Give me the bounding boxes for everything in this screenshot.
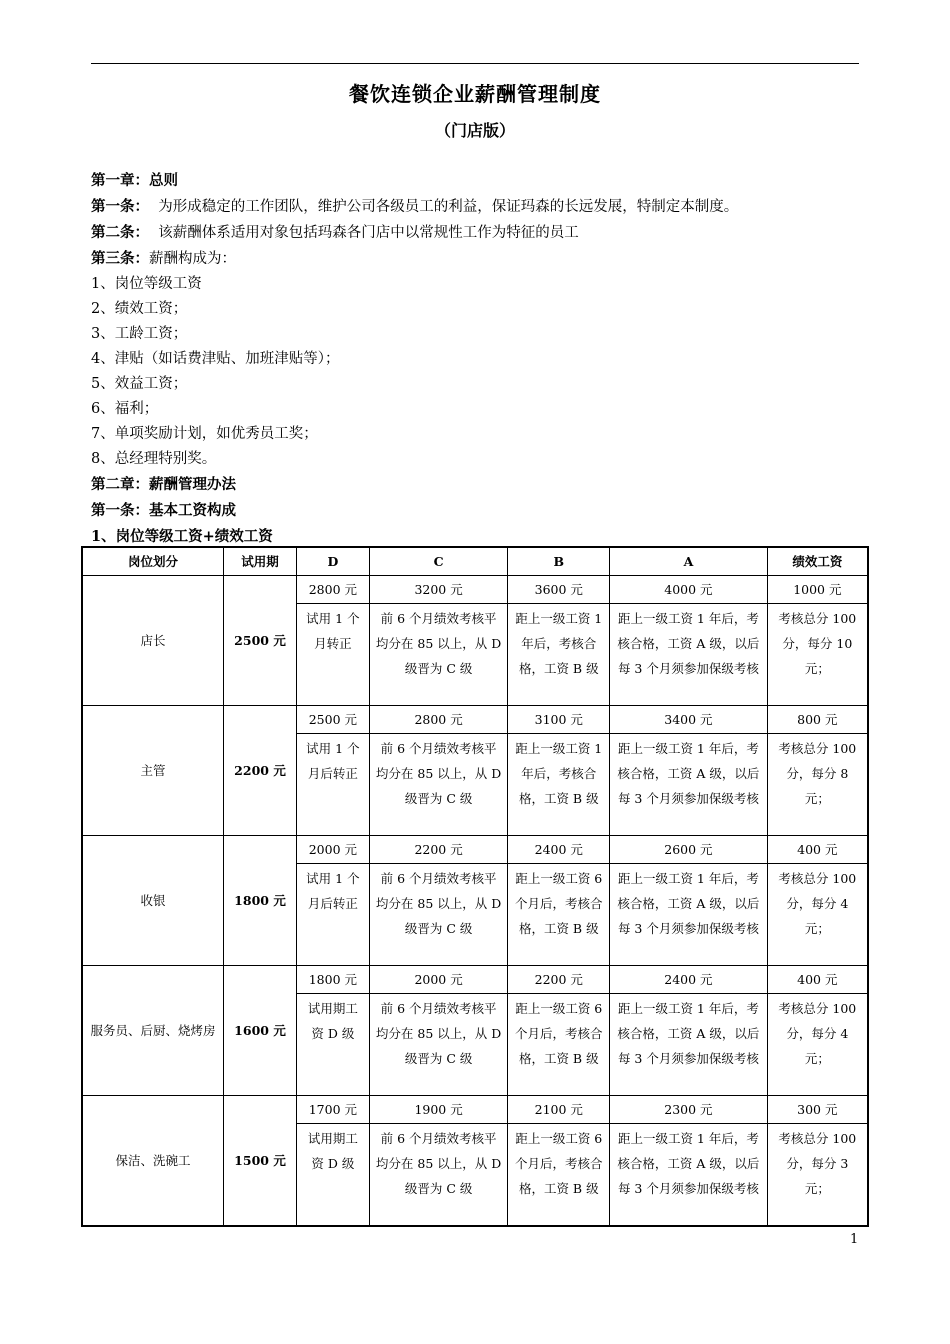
column-header: B: [508, 547, 610, 576]
table-row: [82, 966, 868, 994]
table-header-row: [82, 547, 868, 576]
table-row: [82, 1096, 868, 1124]
line-label: 第二章：薪酬管理办法: [91, 476, 236, 493]
line-text: 4、津贴（如话费津贴、加班津贴等）；: [91, 351, 340, 367]
line-label: 第一条：: [91, 198, 149, 215]
probation-salary-cell: 2200 元: [224, 706, 297, 836]
grade-d-rule: 试用 1 个月后转正: [296, 734, 369, 836]
salary-table: [81, 546, 869, 1227]
grade-b-rule: 距上一级工资 6 个月后，考核合格，工资 B 级: [508, 1124, 610, 1227]
line-text: 7、单项奖励计划，如优秀员工奖；: [91, 426, 318, 442]
grade-c-rule: 前 6 个月绩效考核平均分在 85 以上，从 D 级晋为 C 级: [369, 994, 508, 1096]
header-rule: [91, 63, 859, 64]
line-text: 5、效益工资；: [91, 376, 188, 392]
line-text: 8、总经理特别奖。: [91, 451, 217, 467]
body-line: [91, 347, 871, 372]
column-header: C: [369, 547, 508, 576]
document-body: [91, 168, 871, 550]
grade-d-salary: 2000 元: [296, 836, 369, 864]
grade-c-rule: 前 6 个月绩效考核平均分在 85 以上，从 D 级晋为 C 级: [369, 864, 508, 966]
line-text: 2、绩效工资；: [91, 301, 188, 317]
grade-c-salary: 2200 元: [369, 836, 508, 864]
probation-salary-cell: 1800 元: [224, 836, 297, 966]
probation-salary-cell: 2500 元: [224, 576, 297, 706]
position-cell: 店长: [82, 576, 224, 706]
body-line: [91, 397, 871, 422]
column-header: 岗位划分: [82, 547, 224, 576]
grade-d-salary: 1800 元: [296, 966, 369, 994]
grade-a-rule: 距上一级工资 1 年后，考核合格，工资 A 级，以后每 3 个月须参加保级考核: [610, 604, 768, 706]
body-line: [91, 472, 871, 498]
grade-b-salary: 2200 元: [508, 966, 610, 994]
line-text: 3、工龄工资；: [91, 326, 188, 342]
body-line: [91, 168, 871, 194]
grade-a-rule: 距上一级工资 1 年后，考核合格，工资 A 级，以后每 3 个月须参加保级考核: [610, 864, 768, 966]
grade-b-rule: 距上一级工资 1 年后，考核合格，工资 B 级: [508, 604, 610, 706]
line-label: 第一条：基本工资构成: [91, 502, 236, 519]
body-line: [91, 272, 871, 297]
position-cell: 保洁、洗碗工: [82, 1096, 224, 1227]
grade-b-salary: 2400 元: [508, 836, 610, 864]
performance-rule: 考核总分 100 分，每分 4 元；: [767, 864, 868, 966]
body-line: [91, 422, 871, 447]
grade-d-salary: 2800 元: [296, 576, 369, 604]
performance-rule: 考核总分 100 分，每分 8 元；: [767, 734, 868, 836]
line-label: 第二条：: [91, 224, 149, 241]
grade-c-rule: 前 6 个月绩效考核平均分在 85 以上，从 D 级晋为 C 级: [369, 734, 508, 836]
grade-c-salary: 2800 元: [369, 706, 508, 734]
column-header: 绩效工资: [767, 547, 868, 576]
grade-c-salary: 1900 元: [369, 1096, 508, 1124]
line-label: 第一章：总则: [91, 172, 178, 189]
grade-c-rule: 前 6 个月绩效考核平均分在 85 以上，从 D 级晋为 C 级: [369, 1124, 508, 1227]
position-cell: 服务员、后厨、烧烤房: [82, 966, 224, 1096]
document-subtitle: （门店版）: [434, 121, 515, 140]
body-line: [91, 372, 871, 397]
grade-b-salary: 3600 元: [508, 576, 610, 604]
page-number: 1: [850, 1232, 859, 1247]
body-line: [91, 194, 871, 220]
grade-a-rule: 距上一级工资 1 年后，考核合格，工资 A 级，以后每 3 个月须参加保级考核: [610, 994, 768, 1096]
grade-a-salary: 2600 元: [610, 836, 768, 864]
column-header: 试用期: [224, 547, 297, 576]
grade-b-rule: 距上一级工资 1 年后，考核合格，工资 B 级: [508, 734, 610, 836]
grade-c-salary: 3200 元: [369, 576, 508, 604]
table-row: [82, 576, 868, 604]
grade-d-salary: 2500 元: [296, 706, 369, 734]
line-text: 该薪酬体系适用对象包括玛森各门店中以常规性工作为特征的员工: [149, 225, 579, 241]
performance-salary: 400 元: [767, 966, 868, 994]
line-label: 1、岗位等级工资+绩效工资: [91, 528, 273, 545]
table-row: [82, 836, 868, 864]
grade-b-rule: 距上一级工资 6 个月后，考核合格，工资 B 级: [508, 864, 610, 966]
grade-a-salary: 2400 元: [610, 966, 768, 994]
performance-salary: 300 元: [767, 1096, 868, 1124]
probation-salary-cell: 1500 元: [224, 1096, 297, 1227]
body-line: [91, 246, 871, 272]
grade-d-rule: 试用 1 个月转正: [296, 604, 369, 706]
grade-a-salary: 2300 元: [610, 1096, 768, 1124]
grade-d-rule: 试用期工资 D 级: [296, 994, 369, 1096]
line-text: 薪酬构成为：: [149, 251, 236, 267]
position-cell: 主管: [82, 706, 224, 836]
line-text: 为形成稳定的工作团队，维护公司各级员工的利益，保证玛森的长远发展，特制定本制度。: [149, 199, 739, 215]
column-header: A: [610, 547, 768, 576]
column-header: D: [296, 547, 369, 576]
body-line: [91, 220, 871, 246]
grade-a-salary: 3400 元: [610, 706, 768, 734]
grade-d-rule: 试用 1 个月后转正: [296, 864, 369, 966]
grade-a-rule: 距上一级工资 1 年后，考核合格，工资 A 级，以后每 3 个月须参加保级考核: [610, 734, 768, 836]
grade-a-rule: 距上一级工资 1 年后，考核合格，工资 A 级，以后每 3 个月须参加保级考核: [610, 1124, 768, 1227]
grade-c-salary: 2000 元: [369, 966, 508, 994]
performance-salary: 400 元: [767, 836, 868, 864]
position-cell: 收银: [82, 836, 224, 966]
performance-rule: 考核总分 100 分，每分 10 元；: [767, 604, 868, 706]
document-title: 餐饮连锁企业薪酬管理制度: [349, 82, 601, 106]
grade-a-salary: 4000 元: [610, 576, 768, 604]
grade-b-salary: 2100 元: [508, 1096, 610, 1124]
line-text: 1、岗位等级工资: [91, 276, 202, 292]
performance-rule: 考核总分 100 分，每分 3 元；: [767, 1124, 868, 1227]
grade-b-rule: 距上一级工资 6 个月后，考核合格，工资 B 级: [508, 994, 610, 1096]
line-text: 6、福利；: [91, 401, 159, 417]
body-line: [91, 297, 871, 322]
body-line: [91, 447, 871, 472]
performance-salary: 800 元: [767, 706, 868, 734]
grade-b-salary: 3100 元: [508, 706, 610, 734]
line-label: 第三条：: [91, 250, 149, 267]
performance-salary: 1000 元: [767, 576, 868, 604]
body-line: [91, 322, 871, 347]
performance-rule: 考核总分 100 分，每分 4 元；: [767, 994, 868, 1096]
probation-salary-cell: 1600 元: [224, 966, 297, 1096]
body-line: [91, 498, 871, 524]
table-row: [82, 706, 868, 734]
grade-c-rule: 前 6 个月绩效考核平均分在 85 以上，从 D 级晋为 C 级: [369, 604, 508, 706]
grade-d-rule: 试用期工资 D 级: [296, 1124, 369, 1227]
grade-d-salary: 1700 元: [296, 1096, 369, 1124]
